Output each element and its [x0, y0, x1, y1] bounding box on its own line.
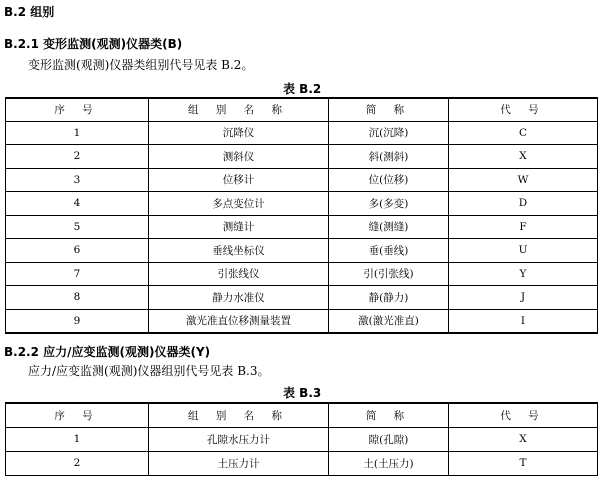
- table-row: [6, 168, 598, 192]
- subsection-b21-intro: 变形监测(观测)仪器类组别代号见表 B.2。: [28, 58, 254, 72]
- cell-short-name: 引(引张线): [329, 262, 449, 286]
- column-header: 序 号: [6, 403, 149, 427]
- section-heading: B.2 组别: [4, 5, 55, 19]
- table-row: [6, 145, 598, 169]
- cell-group-name: 引张线仪: [149, 262, 329, 286]
- table-b2-caption: 表 B.2: [283, 82, 322, 96]
- cell-code: I: [449, 309, 598, 333]
- table-b3-caption: 表 B.3: [283, 386, 322, 400]
- cell-index: 8: [6, 286, 149, 310]
- column-header: 序 号: [6, 98, 149, 121]
- cell-short-name: 位(位移): [329, 168, 449, 192]
- cell-code: C: [449, 121, 598, 145]
- cell-group-name: 测斜仪: [149, 145, 329, 169]
- cell-index: 6: [6, 239, 149, 263]
- column-header: 组 别 名 称: [149, 98, 329, 121]
- cell-index: 1: [6, 427, 149, 451]
- cell-code: W: [449, 168, 598, 192]
- cell-short-name: 沉(沉降): [329, 121, 449, 145]
- cell-group-name: 垂线坐标仪: [149, 239, 329, 263]
- cell-code: D: [449, 192, 598, 216]
- cell-group-name: 测缝计: [149, 215, 329, 239]
- table-b2: [5, 97, 598, 334]
- cell-short-name: 多(多变): [329, 192, 449, 216]
- cell-code: J: [449, 286, 598, 310]
- table-row: [6, 286, 598, 310]
- cell-index: 5: [6, 215, 149, 239]
- cell-short-name: 激(激光准直): [329, 309, 449, 333]
- column-header: 代 号: [449, 98, 598, 121]
- table-row: [6, 427, 598, 451]
- cell-index: 7: [6, 262, 149, 286]
- cell-short-name: 土(土压力): [329, 451, 449, 475]
- cell-short-name: 缝(测缝): [329, 215, 449, 239]
- cell-group-name: 沉降仪: [149, 121, 329, 145]
- table-row: [6, 215, 598, 239]
- cell-code: X: [449, 145, 598, 169]
- cell-group-name: 孔隙水压力计: [149, 427, 329, 451]
- table-row: [6, 192, 598, 216]
- column-header: 代 号: [449, 403, 598, 427]
- table-b3: [5, 402, 598, 476]
- cell-short-name: 隙(孔隙): [329, 427, 449, 451]
- cell-code: F: [449, 215, 598, 239]
- table-header-row: [6, 403, 598, 427]
- column-header: 组 别 名 称: [149, 403, 329, 427]
- cell-index: 1: [6, 121, 149, 145]
- table-row: [6, 121, 598, 145]
- subsection-b21-heading: B.2.1 变形监测(观测)仪器类(B): [4, 37, 183, 51]
- cell-code: Y: [449, 262, 598, 286]
- column-header: 简 称: [329, 403, 449, 427]
- column-header: 简 称: [329, 98, 449, 121]
- cell-index: 3: [6, 168, 149, 192]
- cell-group-name: 激光准直位移测量装置: [149, 309, 329, 333]
- cell-index: 2: [6, 145, 149, 169]
- table-header-row: [6, 98, 598, 121]
- cell-group-name: 土压力计: [149, 451, 329, 475]
- cell-code: T: [449, 451, 598, 475]
- cell-short-name: 垂(垂线): [329, 239, 449, 263]
- cell-short-name: 静(静力): [329, 286, 449, 310]
- cell-index: 9: [6, 309, 149, 333]
- subsection-b22-intro: 应力/应变监测(观测)仪器组别代号见表 B.3。: [28, 364, 270, 378]
- cell-group-name: 位移计: [149, 168, 329, 192]
- cell-index: 2: [6, 451, 149, 475]
- cell-group-name: 静力水准仪: [149, 286, 329, 310]
- cell-short-name: 斜(测斜): [329, 145, 449, 169]
- table-row: [6, 451, 598, 475]
- cell-code: X: [449, 427, 598, 451]
- cell-index: 4: [6, 192, 149, 216]
- table-row: [6, 239, 598, 263]
- table-row: [6, 309, 598, 333]
- subsection-b22-heading: B.2.2 应力/应变监测(观测)仪器类(Y): [4, 345, 211, 359]
- cell-group-name: 多点变位计: [149, 192, 329, 216]
- table-row: [6, 262, 598, 286]
- cell-code: U: [449, 239, 598, 263]
